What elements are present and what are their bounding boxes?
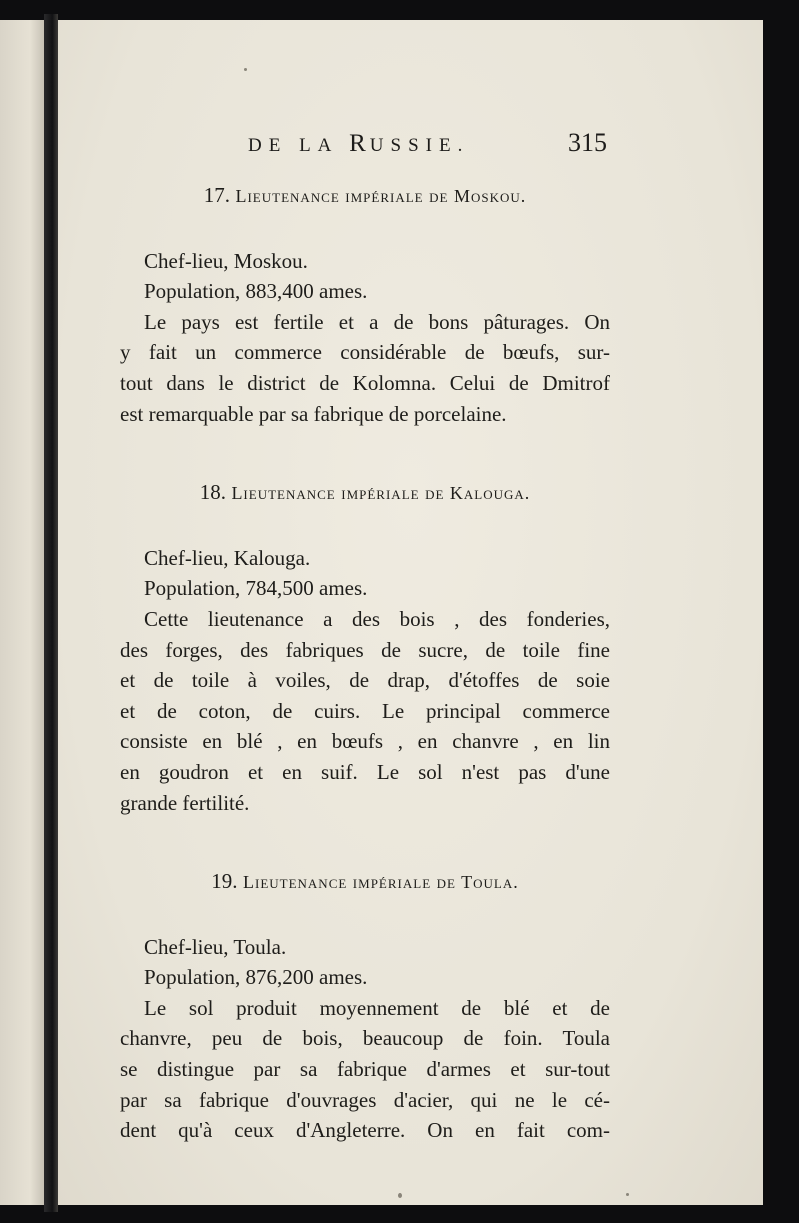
body-line: est remarquable par sa fabrique de porcelaine.	[120, 401, 507, 426]
section-17	[120, 180, 610, 429]
population-line: Population, 883,400 ames.	[144, 279, 368, 304]
body-line: par sa fabrique d'ouvrages d'acier, qui ne le cé-	[120, 1087, 610, 1112]
chef-lieu-line: Chef-lieu, Moskou.	[144, 248, 308, 273]
running-title: DE LA RUSSIE.	[248, 130, 470, 157]
book-gutter	[44, 14, 58, 1212]
chef-lieu-line: Chef-lieu, Kalouga.	[144, 545, 311, 570]
book-page	[58, 20, 763, 1205]
body-line: Le sol produit moyennement de blé et de	[144, 995, 610, 1020]
body-line: et de coton, de cuirs. Le principal commerce	[120, 698, 610, 723]
body-line: tout dans le district de Kolomna. Celui de Dmitrof	[120, 370, 610, 395]
page-number: 315	[568, 128, 607, 157]
chef-lieu-line: Chef-lieu, Toula.	[144, 934, 287, 959]
population-line: Population, 876,200 ames.	[144, 965, 368, 990]
body-line: des forges, des fabriques de sucre, de toile fine	[120, 637, 610, 662]
left-page-edge	[0, 20, 50, 1205]
paper-speck	[398, 1193, 402, 1198]
body-line: se distingue par sa fabrique d'armes et sur-tout	[120, 1057, 610, 1082]
paper-speck	[626, 1193, 629, 1196]
section-18	[120, 477, 610, 818]
body-line: Cette lieutenance a des bois , des fonderies,	[144, 606, 610, 631]
population-line: Population, 784,500 ames.	[144, 576, 368, 601]
section-heading: 19. Lieutenance impériale de Toula.	[211, 869, 519, 894]
body-line: Le pays est fertile et a de bons pâturages. On	[144, 309, 610, 334]
body-line: et de toile à voiles, de drap, d'étoffes de soie	[120, 668, 610, 693]
body-line: consiste en blé , en bœufs , en chanvre , en lin	[120, 729, 610, 754]
body-line: chanvre, peu de bois, beaucoup de foin. Toula	[120, 1026, 610, 1051]
section-heading: 18. Lieutenance impériale de Kalouga.	[199, 480, 531, 505]
section-heading: 17. Lieutenance impériale de Moskou.	[203, 183, 527, 207]
paper-speck	[244, 68, 247, 71]
page-header	[58, 128, 763, 168]
section-19	[120, 866, 610, 1146]
body-line: y fait un commerce considérable de bœufs, sur-	[120, 340, 610, 365]
body-line: grande fertilité.	[120, 790, 250, 815]
body-line: en goudron et en suif. Le sol n'est pas d'une	[120, 759, 610, 784]
page-text	[120, 180, 610, 1194]
body-line: dent qu'à ceux d'Angleterre. On en fait com-	[120, 1118, 610, 1143]
